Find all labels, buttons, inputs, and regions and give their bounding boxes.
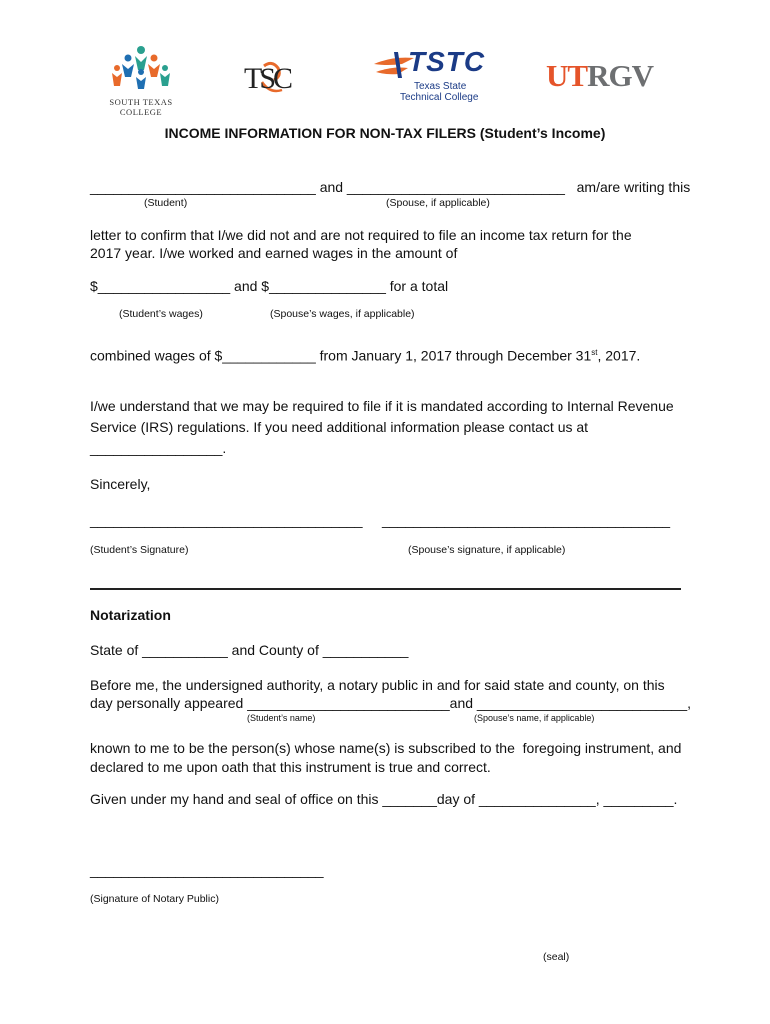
label-spouse: (Spouse, if applicable) [386, 197, 490, 209]
south-texas-college-logo [104, 44, 178, 116]
label-student-signature: (Student’s Signature) [90, 544, 189, 556]
student-signature-line: ___________________________________ [90, 512, 363, 528]
label-student: (Student) [144, 197, 188, 209]
combined-wages-text: combined wages of $____________ from January 1, 2017 through December 31 [90, 347, 592, 364]
known-line-2: declared to me upon oath that this instrument is true and correct. [90, 759, 491, 775]
paragraph-2-line-3: _________________. [90, 440, 227, 456]
combined-wages-sup: st [591, 348, 598, 357]
south-texas-college-figures-icon [104, 44, 178, 90]
page-title: INCOME INFORMATION FOR NON-TAX FILERS (Student’s Income) [164, 125, 606, 141]
paragraph-1-line-2: 2017 year. I/we worked and earned wages in the amount of [90, 245, 458, 261]
tstc-sub-line2: Technical College [400, 92, 479, 103]
paragraph-2-line-2: Service (IRS) regulations. If you need additional information please contact us at [90, 419, 589, 435]
before-me-line-1: Before me, the undersigned authority, a notary public in and for said state and county, on this [90, 677, 665, 693]
combined-wages-line [90, 343, 640, 366]
tstc-sub-line1: Texas State [414, 81, 467, 92]
seal-label: (seal) [543, 951, 570, 963]
notary-signature-line: ______________________________ [90, 862, 324, 878]
utrgv-ut: UT [546, 58, 588, 93]
wages-line: $_________________ and $_______________ for a total [90, 278, 449, 294]
known-line-1: known to me to be the person(s) whose name(s) is subscribed to the foregoing instrument, and [90, 740, 682, 756]
spouse-signature-line: _____________________________________ [382, 512, 671, 528]
tsc-logo [242, 60, 300, 100]
stc-name-line2: COLLEGE [119, 107, 163, 117]
label-student-name: (Student’s name) [247, 713, 316, 723]
student-spouse-name-line: _____________________________ and ____________________________ am/are writing this [90, 179, 691, 195]
paragraph-1-line-1: letter to confirm that I/we did not and are not required to file an income tax return for the [90, 227, 632, 243]
label-notary-signature: (Signature of Notary Public) [90, 893, 219, 905]
label-spouse-signature: (Spouse’s signature, if applicable) [408, 544, 566, 556]
stc-name-line1: SOUTH TEXAS [109, 97, 173, 107]
tstc-wordmark: TSTC [408, 46, 486, 77]
paragraph-2-line-1: I/we understand that we may be required to file if it is mandated according to Internal Revenue [90, 398, 674, 414]
label-spouse-name: (Spouse’s name, if applicable) [474, 713, 595, 723]
tstc-logo [372, 44, 502, 106]
notarization-heading: Notarization [90, 607, 171, 623]
label-spouse-wages: (Spouse’s wages, if applicable) [270, 308, 415, 320]
label-student-wages: (Student’s wages) [119, 308, 203, 320]
section-divider [90, 588, 681, 590]
combined-wages-end: , 2017. [597, 347, 641, 364]
tsc-wordmark: TSC [244, 62, 291, 95]
utrgv-rgv: RGV [587, 58, 653, 93]
utrgv-logo [546, 58, 662, 94]
sincerely: Sincerely, [90, 476, 151, 492]
before-me-line-2: day personally appeared __________________________and ___________________________, [90, 695, 692, 711]
state-county-line: State of ___________ and County of ___________ [90, 642, 409, 658]
given-under-line: Given under my hand and seal of office on this _______day of _______________, _________. [90, 791, 678, 807]
